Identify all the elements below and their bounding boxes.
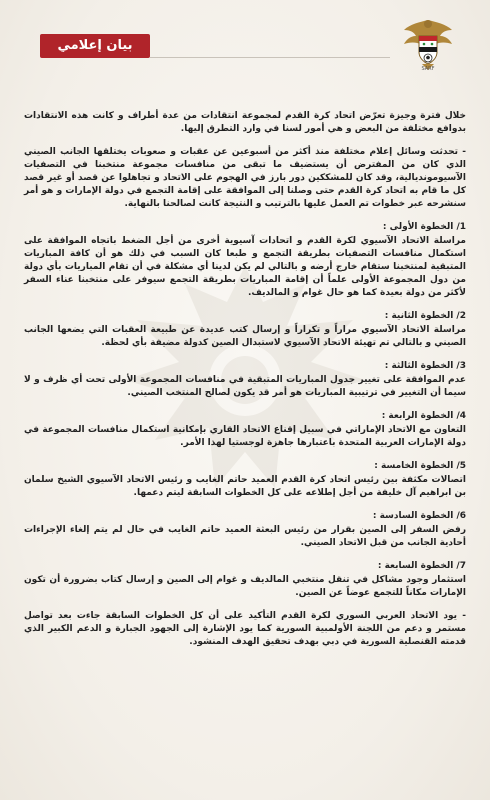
step-heading: 3/ الخطوة الثالثة : (384, 361, 466, 371)
step-text: مراسلة الاتحاد الآسيوي مراراً و تكراراً و إرسال كتب عديدة عن طبيعة العقبات التي يضعها الجانب الصيني و بالتالي تم تهيئة الاتحاد الآسيوي لاستبدال الصين كدولة مضيفة بأي لحظة. (24, 325, 466, 348)
context-paragraph: - تحدثت وسائل إعلام مختلفة منذ أكثر من أسبوعين عن عقبات و صعوبات يختلقها الجانب الصيني الذي كان من المفترض أن يستضيف ما تبقى من منافسات مجموعة منتخبنا في التصفيات الآسيومونديالية، وقد كان للمشككين دور بارز في الهجوم على الاتحاد و تجاهلوا عن قصد أو غير قصد كل ما قام به اتحاد كرة القدم حتى وصلنا إلى الموافقة على إقامة التجمع في دولة الإمارات و هو أمر سنشرحه عبر خطوات تم العمل عليها بالترتيب و النتيجة كانت لصالحنا بالنهاية. (24, 147, 466, 209)
step-heading: 5/ الخطوة الخامسة : (374, 461, 466, 471)
step-3 (24, 360, 466, 400)
logo-caption: SARF (421, 66, 435, 72)
step-text: اتصالات مكثفة بين رئيس اتحاد كرة القدم العميد حاتم الغايب و رئيس الاتحاد الآسيوي الشيخ سلمان بن ابراهيم آل خليفة من أجل إطلاعه على كل الخطوات السابقة ليتم دعمها. (24, 475, 466, 498)
page-title: بيان إعلامي (40, 34, 150, 58)
step-heading: 6/ الخطوة السادسة : (372, 511, 466, 521)
intro-paragraph: خلال فترة وجيزة تعرّض اتحاد كرة القدم لمجموعة انتقادات من عدة أطراف و كانت هذه الانتقادات بدوافع مختلفة من البعض و هي أمور لسنا في وارد التطرق إليها. (24, 111, 466, 134)
header (0, 0, 490, 78)
title-divider (150, 57, 390, 58)
step-2 (24, 310, 466, 350)
step-1 (24, 221, 466, 300)
step-4 (24, 410, 466, 450)
step-text: مراسلة الاتحاد الآسيوي لكرة القدم و اتحادات آسيوية أخرى من أجل الضغط باتجاه الموافقة على استكمال منافسات التصفيات بطريقة التجمع و طبعا كان السبب في ذلك هو أن كافة المباريات المتبقية لمنتخبنا ستقام خارج أرضه و بالتالي لم يكن لدينا أي مشكلة في أن تقام المباريات بأي دولة من دول المجموعة الأولى علماً أن إقامة المباريات بطريقة التجمع سيوفر على منتخبنا عناء السفر لأكثر من دولة بعيدة كما هو حال غوام و المالديف. (24, 236, 466, 298)
step-heading: 2/ الخطوة الثانية : (384, 311, 466, 321)
step-heading: 7/ الخطوة السابعة : (377, 561, 466, 571)
step-heading: 4/ الخطوة الرابعة : (381, 411, 466, 421)
syrian-eagle-football-emblem-icon (398, 14, 458, 74)
closing-paragraph: - يود الاتحاد العربي السوري لكرة القدم التأكيد على أن كل الخطوات السابقة جاءت بعد تواصل مستمر و دعم من اللجنة الأولمبية السورية كما يود الإشارة إلى الجهود الجبارة و الدعم الكبير الذي قدمته القنصلية السورية في دبي بهدف تحقيق الهدف المنشود. (24, 611, 466, 647)
step-heading: 1/ الخطوة الأولى : (382, 222, 466, 232)
statement-body (24, 110, 466, 659)
step-text: رفض السفر إلى الصين بقرار من رئيس البعثة العميد حاتم الغايب في حال لم يتم إلغاء الإجراءات أحادية الجانب من قبل الاتحاد الصيني. (24, 525, 466, 548)
step-6 (24, 510, 466, 550)
step-text: التعاون مع الاتحاد الإماراتي في سبيل إقناع الاتحاد القاري بإمكانية استكمال منافسات المجموعة في دولة الإمارات العربية المتحدة باعتبارها جاهزة لوجستيا لهذا الأمر. (24, 425, 466, 448)
step-7 (24, 560, 466, 600)
step-text: عدم الموافقة على تغيير جدول المباريات المتبقية في منافسات المجموعة الأولى تحت أي ظرف و لا سيما أن التغيير في ترتيبية المباريات هو أمر قد يكون لصالح المنتخب الصيني. (24, 375, 466, 398)
step-5 (24, 460, 466, 500)
step-text: استثمار وجود مشاكل في تنقل منتخبي المالديف و غوام إلى الصين و إرسال كتاب بضرورة أن تكون الإمارات مكاناً للتجمع عوضاً عن الصين. (24, 575, 466, 598)
